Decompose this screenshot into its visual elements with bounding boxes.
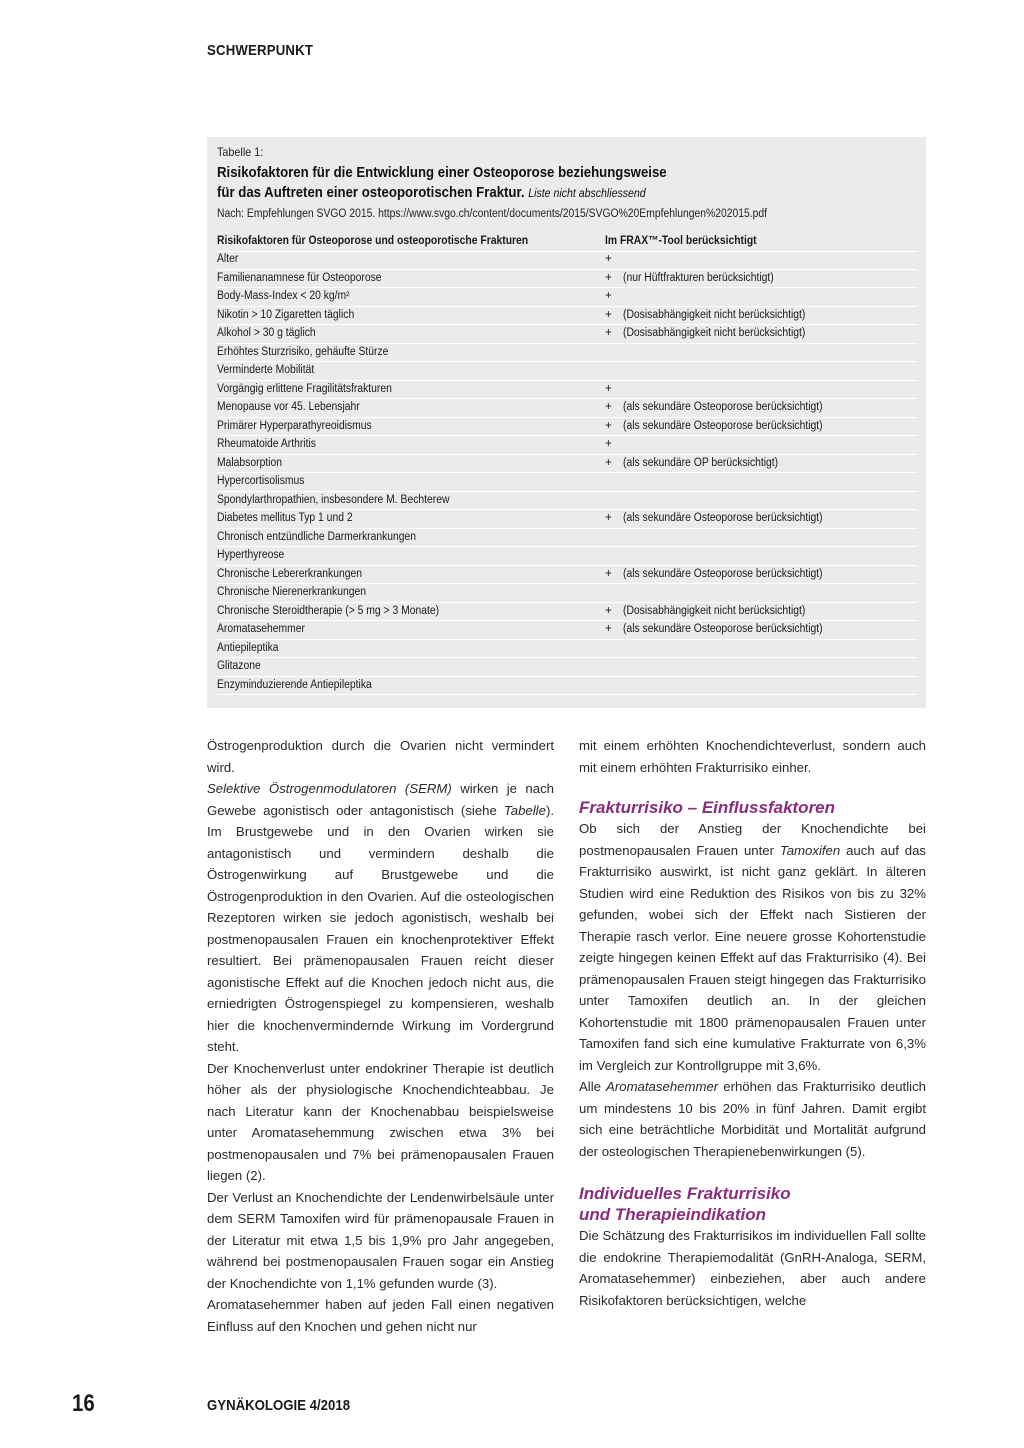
risk-factor-cell: Primärer Hyperparathyreoidismus [217,419,372,432]
frax-cell: + [605,512,612,524]
table-row [217,603,917,622]
risk-factor-cell: Vorgängig erlittene Fragilitätsfrakturen [217,382,392,395]
right-paragraph-2 [579,818,926,1076]
frax-cell: + [605,438,612,450]
risk-factor-cell: Menopause vor 45. Lebensjahr [217,401,360,413]
risk-factor-cell: Chronische Steroidtherapie (> 5 mg > 3 Monate) [217,604,440,617]
table-row [217,436,917,455]
table-body [217,251,917,695]
frax-note-cell: (als sekundäre Osteoporose berücksichtigt) [623,419,823,432]
right-paragraph-4: Die Schätzung des Frakturrisikos im individuellen Fall sollte die endokrine Therapiemodalität (GnRH-Analoga, SERM, Aromatasehemmer) einbeziehen, aber auch andere Risikofaktoren berücksichtigen, welche [579,1228,926,1308]
table-row [217,399,917,418]
table-kicker: Tabelle 1: [217,145,264,159]
table-row [217,270,917,289]
tamoxifen-term: Tamoxifen [779,842,841,858]
risk-factor-cell: Chronische Nierenerkrankungen [217,586,367,598]
risk-factor-cell: Hypercortisolismus [217,475,305,487]
table-row [217,381,917,400]
frax-cell: + [605,271,612,284]
risk-factor-cell: Alkohol > 30 g täglich [217,327,316,339]
left-paragraph-1: Östrogenproduktion durch die Ovarien nicht vermindert wird. [207,738,554,775]
table-reference: Tabelle [503,802,546,818]
table-row [217,307,917,326]
risk-factor-cell: Alter [217,253,239,265]
table-row [217,455,917,474]
frax-cell: + [605,623,612,635]
table-title [217,163,833,203]
table-col2-header: Im FRAX™-Tool berücksichtigt [605,235,757,247]
right-paragraph-1: mit einem erhöhten Knochendichteverlust, sondern auch mit einem erhöhten Frakturrisiko einher. [579,738,926,775]
table-row [217,492,917,511]
frax-note-cell: (Dosisabhängigkeit nicht berücksichtigt) [623,327,806,339]
table-header-row [217,233,917,252]
risk-factor-cell: Malabsorption [217,456,283,469]
left-paragraph-4: Der Verlust an Knochendichte der Lendenwirbelsäule unter dem SERM Tamoxifen wird für prämenopausale Frauen in der Literatur mit etwa 1,5 bis 1,9% pro Jahr angegeben, während bei postmenopausalen Frauen sogar ein Anstieg der Knochendichte von 1,1% gefunden wurde (3). [207,1189,554,1291]
section-heading-fracture-risk: Frakturrisiko – Einflussfaktoren [579,798,836,817]
table-row [217,325,917,344]
risk-factor-cell: Chronische Lebererkrankungen [217,567,362,580]
table-row [217,362,917,381]
table-source: Nach: Empfehlungen SVGO 2015. https://www.svgo.ch/content/documents/2015/SVGO%20Empfehlungen%202015.pdf [217,208,768,220]
section-heading-line2: und Therapieindikation [579,1205,767,1224]
risk-factor-cell: Glitazone [217,660,261,672]
aromatase-term: Aromatasehemmer [606,1079,719,1094]
right-text-column [579,735,926,1311]
frax-note-cell: (als sekundäre OP berücksichtigt) [623,456,779,469]
section-heading-line1: Individuelles Frakturrisiko [579,1184,791,1203]
frax-cell: + [605,290,612,302]
table-row [217,510,917,529]
left-text-column [207,735,554,1337]
risk-factor-cell: Aromatasehemmer [217,623,306,635]
risk-factor-cell: Spondylarthropathien, insbesondere M. Bechterew [217,493,450,506]
frax-cell: + [605,382,612,395]
risk-factor-cell: Enzyminduzierende Antiepileptika [217,678,372,691]
frax-cell: + [605,401,612,413]
risk-factor-cell: Familienanamnese für Osteoporose [217,271,382,284]
risk-factor-cell: Antiepileptika [217,641,279,654]
right-paragraph-3 [579,1076,926,1162]
frax-note-cell: (nur Hüftfrakturen berücksichtigt) [623,271,774,284]
left-paragraph-5: Aromatasehemmer haben auf jeden Fall einen negativen Einfluss auf den Knochen und gehen nicht nur [207,1297,554,1334]
table-row [217,640,917,659]
table-row [217,288,917,307]
frax-note-cell: (als sekundäre Osteoporose berücksichtigt) [623,401,823,413]
table-row [217,547,917,566]
frax-note-cell: (Dosisabhängigkeit nicht berücksichtigt) [623,604,806,617]
frax-cell: + [605,253,612,265]
table-row [217,418,917,437]
right-paragraph-2-text-b: auch auf das Frakturrisiko auswirkt, ist nicht ganz geklärt. In älteren Studien wird eine Reduktion des Risikos von bis zu 32% gefunden, wobei sich der Effekt nach Sistieren der Therapie rasch verlor. Eine neuere grosse Kohortenstudie zeigte hingegen keinen Effekt auf das Frakturrisiko (4). Bei prämenopausalen Frauen steigt hingegen das Frakturrisiko unter Tamoxifen deutlich an. In der gleichen Kohortenstudie mit 1800 prämenopausalen Frauen unter Tamoxifen fand sich eine kumulative Frakturrate von 6,3% im Vergleich zur Kontrollgruppe mit 3,6%. [579,842,927,1073]
serm-term: Selektive Östrogenmodulatoren (SERM) [207,781,452,796]
frax-cell: + [605,308,612,321]
risk-factor-cell: Diabetes mellitus Typ 1 und 2 [217,512,353,524]
risk-factor-cell: Body-Mass-Index < 20 kg/m² [217,290,350,302]
section-header: SCHWERPUNKT [207,42,314,59]
table-row [217,621,917,640]
table-row [217,529,917,548]
section-heading-individual-risk [579,1183,926,1225]
table-row [217,566,917,585]
risk-factor-table [207,137,926,708]
risk-factor-cell: Erhöhtes Sturzrisiko, gehäufte Stürze [217,345,389,358]
frax-note-cell: (Dosisabhängigkeit nicht berücksichtigt) [623,308,806,321]
frax-cell: + [605,456,612,469]
table-title-note: Liste nicht abschliessend [528,186,646,200]
table-col1-header: Risikofaktoren für Osteoporose und osteoporotische Frakturen [217,235,529,247]
risk-factor-cell: Rheumatoide Arthritis [217,438,316,450]
risk-factor-cell: Verminderte Mobilität [217,364,315,376]
table-row [217,658,917,677]
table-row [217,584,917,603]
risk-factor-cell: Nikotin > 10 Zigaretten täglich [217,308,355,321]
frax-cell: + [605,327,612,339]
table-row [217,251,917,270]
frax-note-cell: (als sekundäre Osteoporose berücksichtigt) [623,512,823,524]
risk-factor-cell: Chronisch entzündliche Darmerkrankungen [217,530,417,543]
left-paragraph-2-text-b: ). Im Brustgewebe und in den Ovarien wirken sie antagonistisch und vermindern deshalb die Östrogenwirkung auf Brustgewebe und die Östrogenproduktion in den Ovarien. Auf die osteologischen Rezeptoren wirken sie jedoch agonistisch, weshalb bei postmenopausalen Frauen ein knochenprotektiver Effekt resultiert. Bei prämenopausalen Frauen reicht dieser agonistische Effekt auf die Knochen jedoch nicht aus, die erniedrigten Östrogenspiegel zu kompensieren, weshalb hier die knochenvermindernde Wirkung im Vordergrund steht. [207,802,554,1054]
frax-cell: + [605,604,612,617]
right-paragraph-2-text-a: Ob sich der Anstieg der Knochendichte bei postmenopausalen Frauen unter [579,821,926,858]
table-row [217,344,917,363]
left-paragraph-2 [207,778,554,1058]
risk-factor-cell: Hyperthyreose [217,549,285,561]
left-paragraph-2-text-a: wirken je nach Gewebe agonistisch oder antagonistisch (siehe [207,781,554,818]
table-row [217,677,917,696]
frax-note-cell: (als sekundäre Osteoporose berücksichtigt) [623,623,823,635]
table-row [217,473,917,492]
page-number: 16 [72,1390,95,1417]
right-paragraph-3-text-a: Alle [579,1079,607,1094]
frax-cell: + [605,419,612,432]
frax-cell: + [605,567,612,580]
table-title-line2: für das Auftreten einer osteoporotischen Fraktur. [217,184,525,201]
frax-note-cell: (als sekundäre Osteoporose berücksichtigt) [623,567,823,580]
left-paragraph-3: Der Knochenverlust unter endokriner Therapie ist deutlich höher als der physiologische Knochendichteabbau. Je nach Literatur kann der Knochenabbau beispielsweise unter Aromatasehemmung zwischen etwa 3% bei postmenopausalen und 7% bei prämenopausalen Frauen liegen (2). [207,1060,554,1183]
right-paragraph-3-text-b: erhöhen das Frakturrisiko deutlich um mindestens 10 bis 20% in fünf Jahren. Damit ergibt sich eine beträchtliche Morbidität und Mortalität aufgrund der osteologischen Therapienebenwirkungen (5). [579,1079,927,1159]
journal-name: GYNÄKOLOGIE 4/2018 [207,1397,351,1414]
table-title-line1: Risikofaktoren für die Entwicklung einer Osteoporose beziehungsweise [217,164,667,181]
